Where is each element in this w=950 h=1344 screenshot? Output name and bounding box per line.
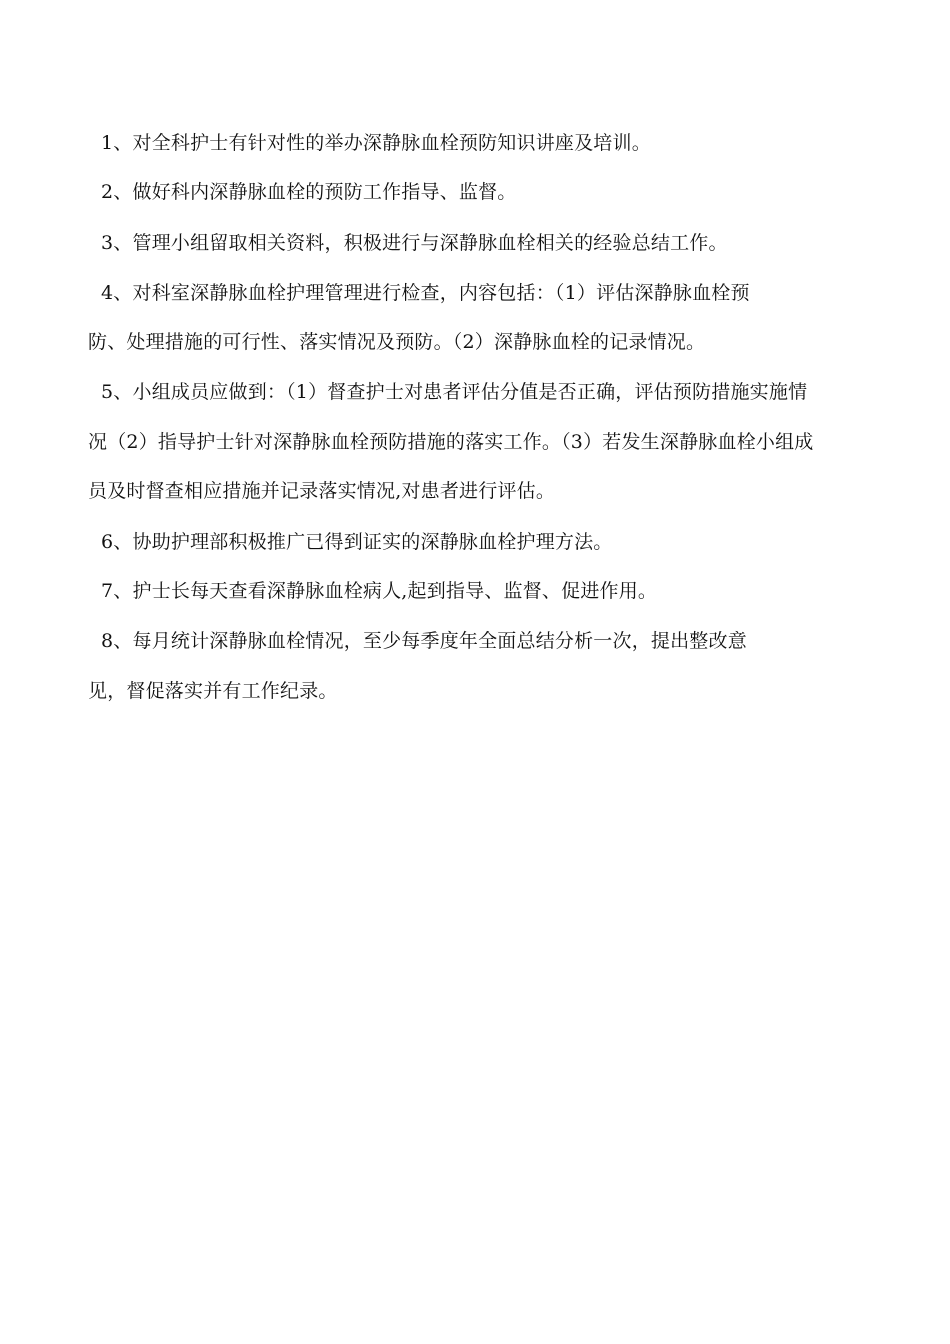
item-7-line: 7、护士长每天查看深静脉血栓病人,起到指导、监督、促进作用。	[101, 580, 658, 602]
item-6-line: 6、协助护理部积极推广已得到证实的深静脉血栓护理方法。	[101, 531, 613, 553]
item-5-continuation-2: 员及时督查相应措施并记录落实情况,对患者进行评估。	[88, 480, 556, 502]
item-8-line: 8、每月统计深静脉血栓情况，至少每季度年全面总结分析一次，提出整改意	[101, 630, 747, 652]
item-8-continuation: 见，督促落实并有工作纪录。	[88, 680, 338, 702]
item-1-line: 1、对全科护士有针对性的举办深静脉血栓预防知识讲座及培训。	[101, 132, 651, 154]
item-4-line: 4、对科室深静脉血栓护理管理进行检查，内容包括：（1）评估深静脉血栓预	[101, 282, 750, 304]
item-5-continuation-1: 况（2）指导护士针对深静脉血栓预防措施的落实工作。（3）若发生深静脉血栓小组成	[88, 431, 814, 453]
item-5-line: 5、小组成员应做到：（1）督查护士对患者评估分值是否正确，评估预防措施实施情	[101, 381, 808, 403]
item-4-continuation: 防、处理措施的可行性、落实情况及预防。（2）深静脉血栓的记录情况。	[88, 331, 706, 353]
item-3-line: 3、管理小组留取相关资料，积极进行与深静脉血栓相关的经验总结工作。	[101, 232, 728, 254]
item-2-line: 2、做好科内深静脉血栓的预防工作指导、监督。	[101, 181, 517, 203]
